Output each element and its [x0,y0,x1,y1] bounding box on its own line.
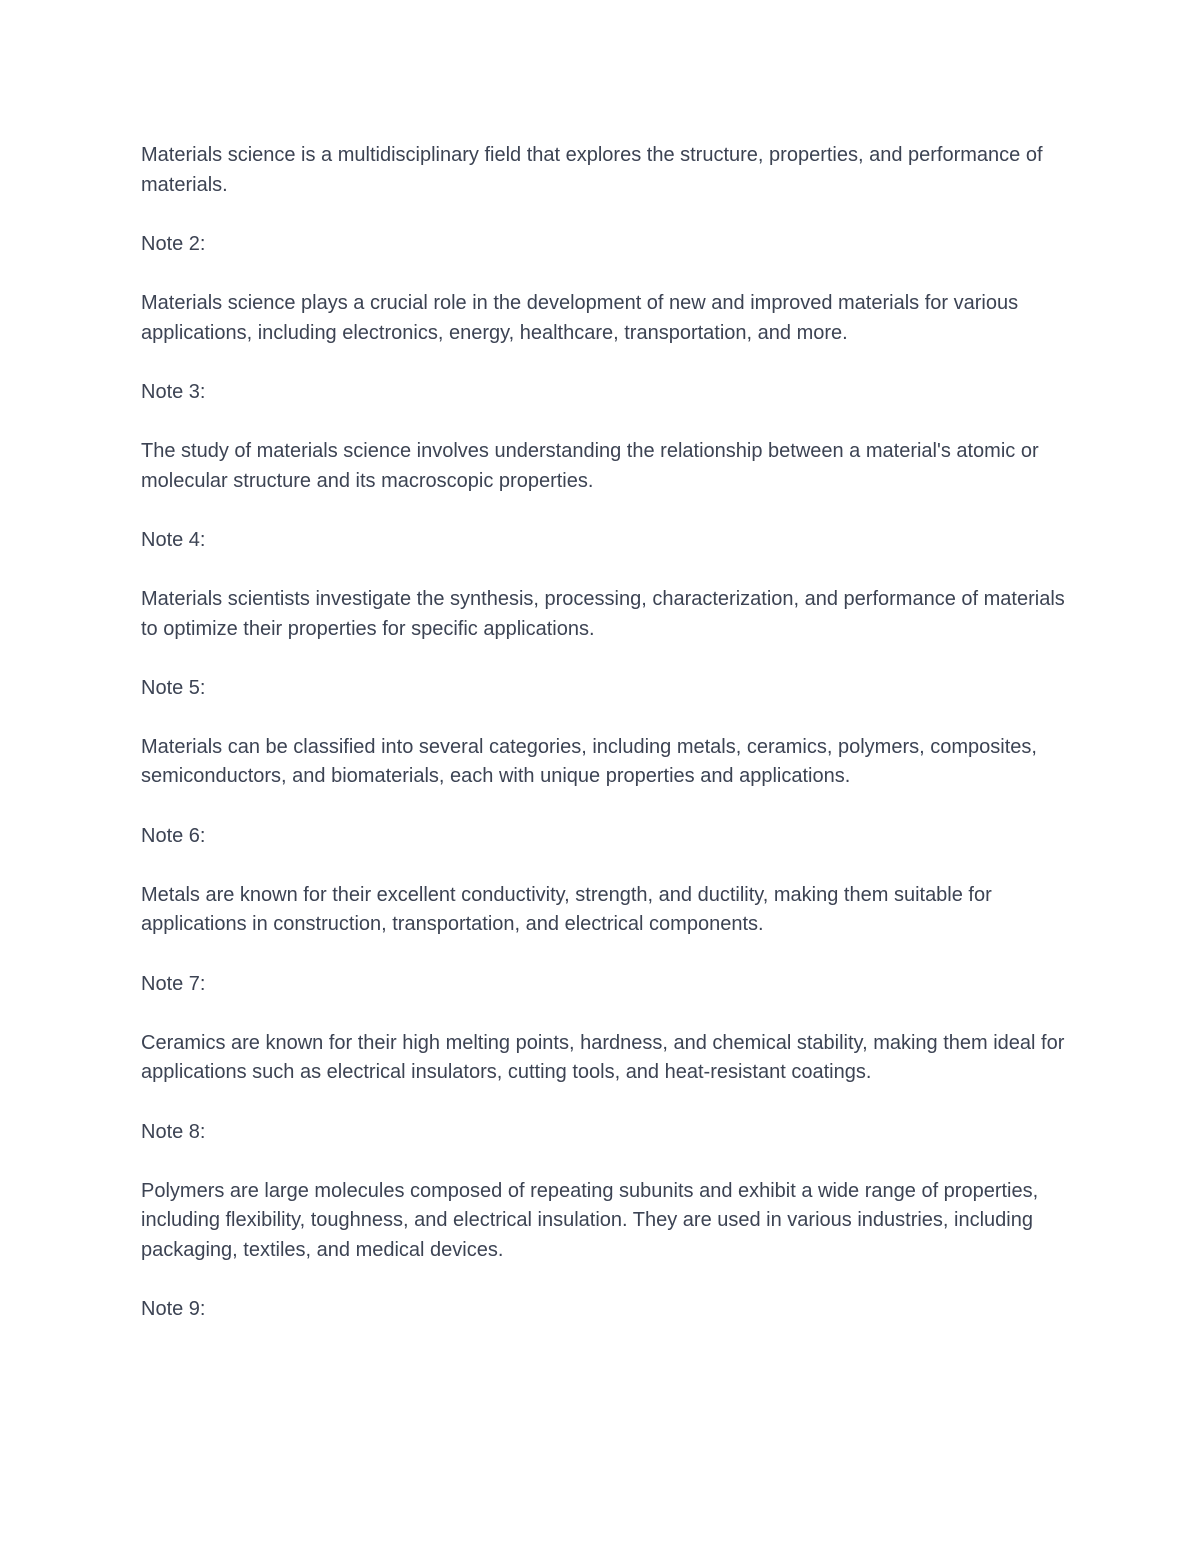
note-heading: Note 8: [141,1120,206,1143]
note-paragraph: Metals are known for their excellent conductivity, strength, and ductility, making them suitable for applications in construction, transportation, and electrical components. [141,883,992,936]
note-heading: Note 5: [141,676,206,699]
note-paragraph: Materials can be classified into several categories, including metals, ceramics, polymers, composites, semiconductors, and biomaterials, each with unique properties and applications. [141,735,1037,788]
note-heading: Note 7: [141,972,206,995]
note-heading: Note 9: [141,1298,206,1321]
note-paragraph: Ceramics are known for their high melting points, hardness, and chemical stability, making them ideal for applications such as electrical insulators, cutting tools, and heat-resistant coatings. [141,1031,1065,1084]
note-heading: Note 2: [141,232,206,255]
note-paragraph: Materials science plays a crucial role in the development of new and improved materials for various applications, including electronics, energy, healthcare, transportation, and more. [141,291,1019,344]
document-body [141,141,1071,1354]
note-heading: Note 6: [141,824,206,847]
note-paragraph: Materials scientists investigate the synthesis, processing, characterization, and performance of materials to optimize their properties for specific applications. [141,587,1065,640]
note-paragraph: The study of materials science involves understanding the relationship between a material's atomic or molecular structure and its macroscopic properties. [141,439,1039,492]
note-heading: Note 4: [141,528,206,551]
intro-paragraph: Materials science is a multidisciplinary field that explores the structure, properties, and performance of materials. [141,144,1043,196]
note-heading: Note 3: [141,380,206,403]
note-paragraph: Polymers are large molecules composed of repeating subunits and exhibit a wide range of properties, including flexibility, toughness, and electrical insulation. They are used in various industries, including packaging, textiles, and medical devices. [141,1179,1039,1261]
